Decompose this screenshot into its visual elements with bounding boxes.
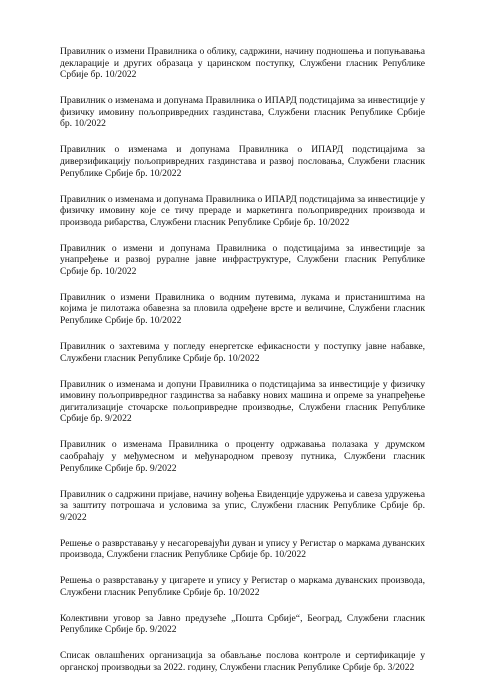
document-page	[60, 46, 425, 688]
entry-9: Правилник о изменама Правилника о проценту одржавања полазака у друмском саобраћају у међумесном и међународном превозу путника, Службени гласник Републике Србије бр. 9/2022	[60, 439, 425, 474]
entry-13: Колективни уговор за Јавно предузеће „Пошта Србије“, Београд, Службени гласник Републике Србије бр. 9/2022	[60, 612, 425, 636]
entry-6: Правилник о измени Правилника о водним путевима, лукама и пристаништима на којима је пилотажа обавезна за пловила одређене врсте и величине, Службени гласник Републике Србије бр. 10/2022	[60, 291, 425, 327]
entry-5: Правилник о измени и допунама Правилника о подстицајима за инвестиције за унапређење и развој руралне јавне инфраструктуре, Службени гласник Републике Србије бр. 10/2022	[60, 242, 425, 277]
entry-11: Решење о разврставању у несагоревајући дуван и упису у Регистар о маркама дуванских производа, Службени гласник Републике Србије бр. 10/2022	[60, 537, 425, 561]
entry-4: Правилник о изменама и допунама Правилника о ИПАРД подстицајима за инвестиције у физичку имовину које се тичу прераде и маркетинга пољопривредних производа и производа рибарства, Службени гласник Републике Србије бр. 10/2022	[60, 193, 425, 228]
entry-8: Правилник о изменама и допуни Правилника о подстицајима за инвестиције у физичку имовину пољопривредног газдинства за набавку нових машина и опреме за унапређење дигитализације сточарске пољопривредне производње, Службени гласник Републике Србије бр. 9/2022	[60, 378, 425, 425]
entry-3: Правилник о изменама и допунама Правилника о ИПАРД подстицајима за диверзификацију пољопривредних газдинстава и развој пословања, Службени гласник Републике Србије бр. 10/2022	[60, 144, 425, 179]
entry-14: Списак овлашћених организација за обављање послова контроле и сертификације у органској производњи за 2022. годину, Службени гласник Републике Србије бр. 3/2022	[60, 650, 425, 674]
entry-10: Правилник о садржини пријаве, начину вођења Евиденције удружења и савеза удружења за заштиту потрошача и условима за упис, Службени гласник Републике Србије бр. 9/2022	[60, 488, 425, 523]
entry-7: Правилник о захтевима у погледу енергетске ефикасности у поступку јавне набавке, Службени гласник Републике Србије бр. 10/2022	[60, 341, 425, 364]
entry-12: Решења о разврставању у цигарете и упису у Регистар о маркама дуванских производа, Службени гласник Републике Србије бр. 10/2022	[60, 575, 425, 598]
entry-2: Правилник о изменама и допунама Правилника о ИПАРД подстицајима за инвестиције у физичку имовину пољопривредних газдинстава, Службени гласник Републике Србије бр. 10/2022	[60, 95, 425, 130]
entry-1: Правилник о измени Правилника о облику, садржини, начину подношења и попуњавања декларације и других образаца у царинском поступку, Службени гласник Републике Србије бр. 10/2022	[60, 46, 425, 81]
